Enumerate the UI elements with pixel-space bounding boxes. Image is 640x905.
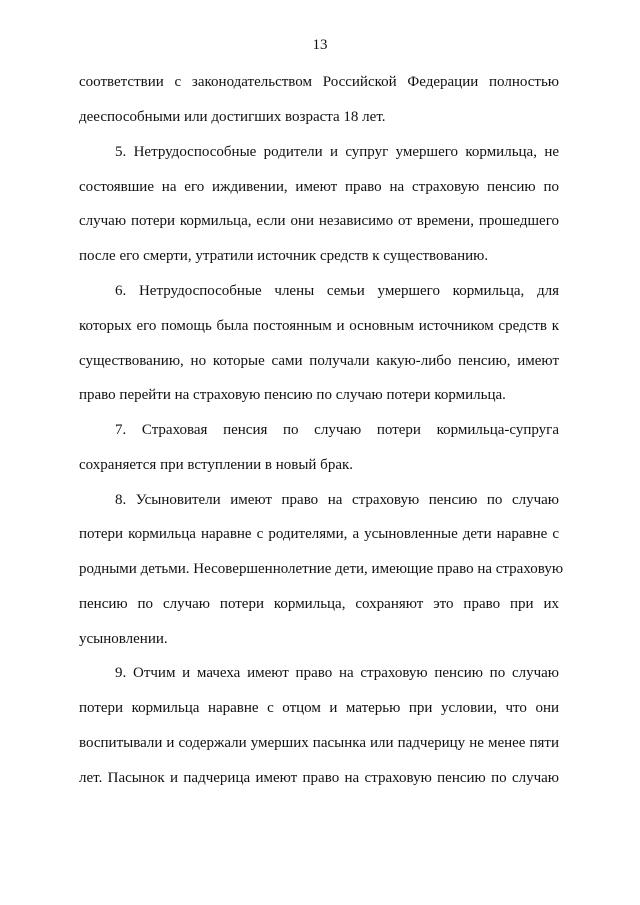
text-line: воспитывали и содержали умерших пасынка или падчерицу не менее пяти <box>79 735 559 751</box>
text-line: случаю потери кормильца, если они независимо от времени, прошедшего <box>79 213 559 229</box>
text-line: право перейти на страховую пенсию по случаю потери кормильца. <box>79 387 506 403</box>
text-line: лет. Пасынок и падчерица имеют право на страховую пенсию по случаю <box>79 770 559 786</box>
text-line: 6. Нетрудоспособные члены семьи умершего кормильца, для <box>115 283 559 299</box>
page-number: 13 <box>312 37 328 53</box>
text-line: соответствии с законодательством Российской Федерации полностью <box>79 74 559 90</box>
text-line: 5. Нетрудоспособные родители и супруг умершего кормильца, не <box>115 144 559 160</box>
text-line: 8. Усыновители имеют право на страховую пенсию по случаю <box>115 492 559 508</box>
text-line: существованию, но которые сами получали какую-либо пенсию, имеют <box>79 353 559 369</box>
text-line: потери кормильца наравне с отцом и матерью при условии, что они <box>79 700 559 716</box>
text-line: состоявшие на его иждивении, имеют право на страховую пенсию по <box>79 179 559 195</box>
text-line: пенсию по случаю потери кормильца, сохраняют это право при их <box>79 596 559 612</box>
text-line: которых его помощь была постоянным и основным источником средств к <box>79 318 559 334</box>
text-line: после его смерти, утратили источник средств к существованию. <box>79 248 489 264</box>
text-line: 9. Отчим и мачеха имеют право на страховую пенсию по случаю <box>115 665 559 681</box>
text-line: родными детьми. Несовершеннолетние дети, имеющие право на страховую <box>79 561 564 577</box>
text-line: сохраняется при вступлении в новый брак. <box>79 457 354 473</box>
text-line: потери кормильца наравне с родителями, а усыновленные дети наравне с <box>79 526 559 542</box>
text-line: усыновлении. <box>79 631 168 647</box>
text-line: 7. Страховая пенсия по случаю потери кормильца-супруга <box>115 422 559 438</box>
text-line: дееспособными или достигших возраста 18 лет. <box>79 109 386 125</box>
